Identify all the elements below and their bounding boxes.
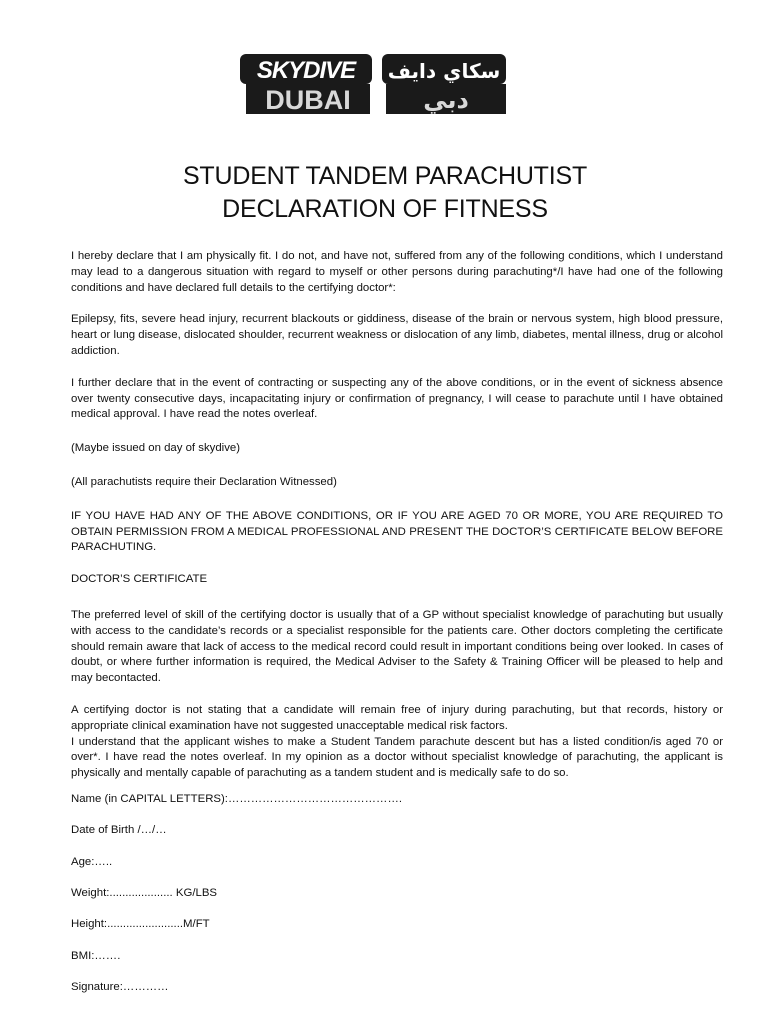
doctor-opinion-paragraph: I understand that the applicant wishes to make a Student Tandem parachute descent but has a listed condition/is aged 70 or over*. I have read the notes overleaf. In my opinion as a doctor without specialist knowledge of parachuting, the applicant is physically and mentally capable of parachuting as a tandem student and is medically safe to do so. bbox=[71, 735, 723, 780]
doctors-certificate-heading: DOCTOR’S CERTIFICATE bbox=[71, 573, 208, 586]
logo-arabic-block bbox=[382, 54, 506, 114]
name-field[interactable]: Name (in CAPITAL LETTERS):………………………………………. bbox=[71, 793, 402, 805]
fitness-declaration-paragraph: I hereby declare that I am physically fit. I do not, and have not, suffered from any of the following conditions, which I understand may lead to a dangerous situation with regard to myself or other persons during parachuting*/I have had one of the following conditions and have declared full details to the certifying doctor*: bbox=[71, 250, 723, 294]
further-declaration-paragraph: I further declare that in the event of contracting or suspecting any of the above conditions, or in the event of sickness absence over twenty consecutive days, incapacitating injury or confirmation of pregnancy, I will cease to parachute until I have obtained medical approval. I have read the notes overleaf. bbox=[71, 376, 723, 421]
height-field[interactable]: Height:........................M/FT bbox=[71, 918, 210, 930]
title-line-2: DECLARATION OF FITNESS bbox=[222, 195, 548, 223]
document-title bbox=[0, 160, 770, 226]
doctor-skill-paragraph: The preferred level of skill of the certifying doctor is usually that of a GP without specialist knowledge of parachuting but usually with access to the candidate’s records or a specialist responsible for the patients care. Other doctors completing the certificate should remain aware that lack of access to the medical record could result in important conditions being over looked. In cases of doubt, or where further information is required, the Medical Adviser to the Safety & Training Officer will be pleased to help and may becontacted. bbox=[71, 608, 723, 685]
signature-field[interactable]: Signature:………… bbox=[71, 981, 169, 993]
witness-note: (All parachutists require their Declaration Witnessed) bbox=[71, 475, 337, 488]
date-of-birth-field[interactable]: Date of Birth /…/… bbox=[71, 824, 167, 836]
skydive-dubai-logo bbox=[236, 48, 508, 116]
svg-text:DUBAI: DUBAI bbox=[265, 85, 351, 115]
declaration-body bbox=[71, 249, 723, 782]
svg-text:سكاي دايف: سكاي دايف bbox=[387, 59, 501, 83]
bmi-field[interactable]: BMI:……. bbox=[71, 950, 121, 962]
title-line-1: STUDENT TANDEM PARACHUTIST bbox=[182, 162, 588, 190]
doctor-statement-paragraph: A certifying doctor is not stating that a candidate will remain free of injury during parachuting, but that records, history or appropriate clinical examination have not suggested unacceptable medical risk factors. bbox=[71, 703, 723, 732]
age-field[interactable]: Age:….. bbox=[71, 856, 113, 868]
age-conditions-notice: IF YOU HAVE HAD ANY OF THE ABOVE CONDITIONS, OR IF YOU ARE AGED 70 OR MORE, YOU ARE REQUIRED TO OBTAIN PERMISSION FROM A MEDICAL PROFESSIONAL AND PRESENT THE DOCTOR’S CERTIFICATE BELOW BEFORE PARACHUTING. bbox=[71, 509, 723, 554]
conditions-list-paragraph: Epilepsy, fits, severe head injury, recurrent blackouts or giddiness, disease of the brain or nervous system, high blood pressure, heart or lung disease, dislocated shoulder, recurrent weakness or dislocation of any limb, diabetes, mental illness, drug or alcohol addiction. bbox=[71, 313, 723, 357]
logo-graphic bbox=[236, 48, 508, 116]
svg-text:SKYDIVE: SKYDIVE bbox=[256, 57, 356, 84]
issue-note: (Maybe issued on day of skydive) bbox=[71, 442, 241, 455]
weight-field[interactable]: Weight:.................... KG/LBS bbox=[71, 887, 218, 899]
svg-text:دبي: دبي bbox=[423, 86, 469, 114]
logo-latin-block bbox=[240, 54, 372, 115]
